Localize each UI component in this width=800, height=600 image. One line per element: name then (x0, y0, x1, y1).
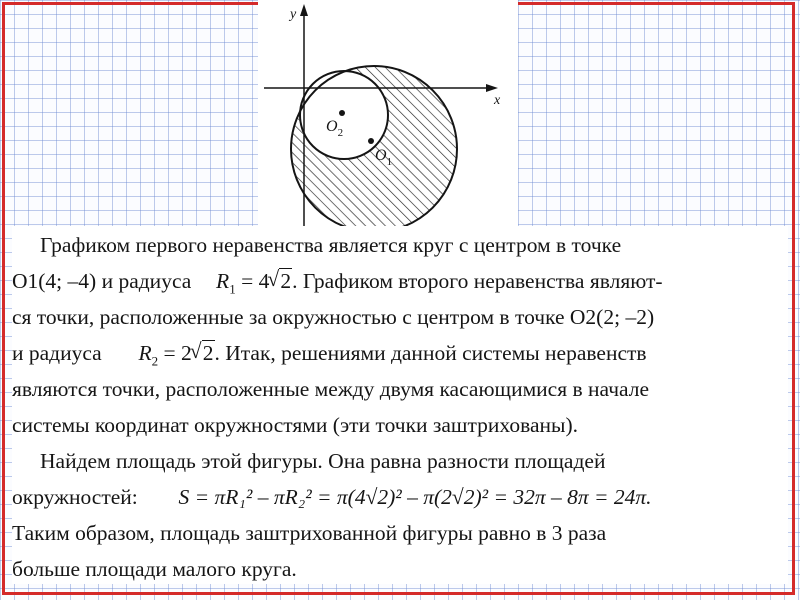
text-line-1: Графиком первого неравенства является круг с центром в точке (40, 233, 622, 257)
line4-start: и радиуса (12, 341, 102, 365)
line4-end: . Итак, решениями данной системы неравенств (214, 341, 647, 365)
text-line-2 (12, 268, 788, 302)
line2-end: . Графиком второго неравенства являют- (292, 269, 663, 293)
center-o2-label: $O_2$ (326, 118, 344, 139)
text-line-8 (12, 484, 788, 510)
x-axis-arrow (486, 84, 498, 92)
radius-r2-radicand: 2 (202, 341, 214, 365)
radius-r2-index: 2 (151, 353, 159, 369)
text-line-5: являются точки, расположенные между двумя касающимися в начале (12, 377, 650, 401)
x-axis-label: x (494, 93, 501, 108)
text-line-3: ся точки, расположенные за окружностью с центром в точке O2(2; –2) (12, 305, 655, 329)
circles-diagram (258, 0, 518, 238)
area-formula: S = πR₁² – πR₂² = π(4√2)² – π(2√2)² = 32π – 8π = 24π. (178, 485, 652, 509)
center-o1-point (368, 138, 374, 144)
text-line-6: системы координат окружностями (эти точки заштрихованы). (12, 413, 578, 437)
center-o2-point (339, 110, 345, 116)
y-axis-arrow (300, 4, 308, 16)
solution-text (12, 226, 788, 584)
text-line-7: Найдем площадь этой фигуры. Она равна разности площадей (40, 449, 606, 473)
radius-r2-equals: = 2 (163, 341, 192, 365)
text-line-10: больше площади малого круга. (12, 557, 297, 581)
y-axis-label: y (290, 7, 297, 22)
circles-figure (258, 0, 518, 238)
radius-r1-radicand: 2 (280, 269, 292, 293)
center-o1-label: $O_1$ (375, 147, 393, 168)
text-line-4 (12, 340, 788, 374)
text-line-9: Таким образом, площадь заштрихованной фигуры равно в 3 раза (12, 521, 607, 545)
radius-r2-symbol: R (138, 341, 152, 365)
radius-r1-index: 1 (229, 281, 236, 297)
radius-r1-equals: = 4 (241, 269, 270, 293)
radius-r1-sqrt (269, 268, 292, 294)
line2-start: O1(4; –4) и радиуса (12, 269, 192, 293)
radius-r2-sqrt (192, 340, 215, 366)
line8-start: окружностей: (12, 485, 138, 509)
radius-r1-symbol: R (216, 269, 230, 293)
